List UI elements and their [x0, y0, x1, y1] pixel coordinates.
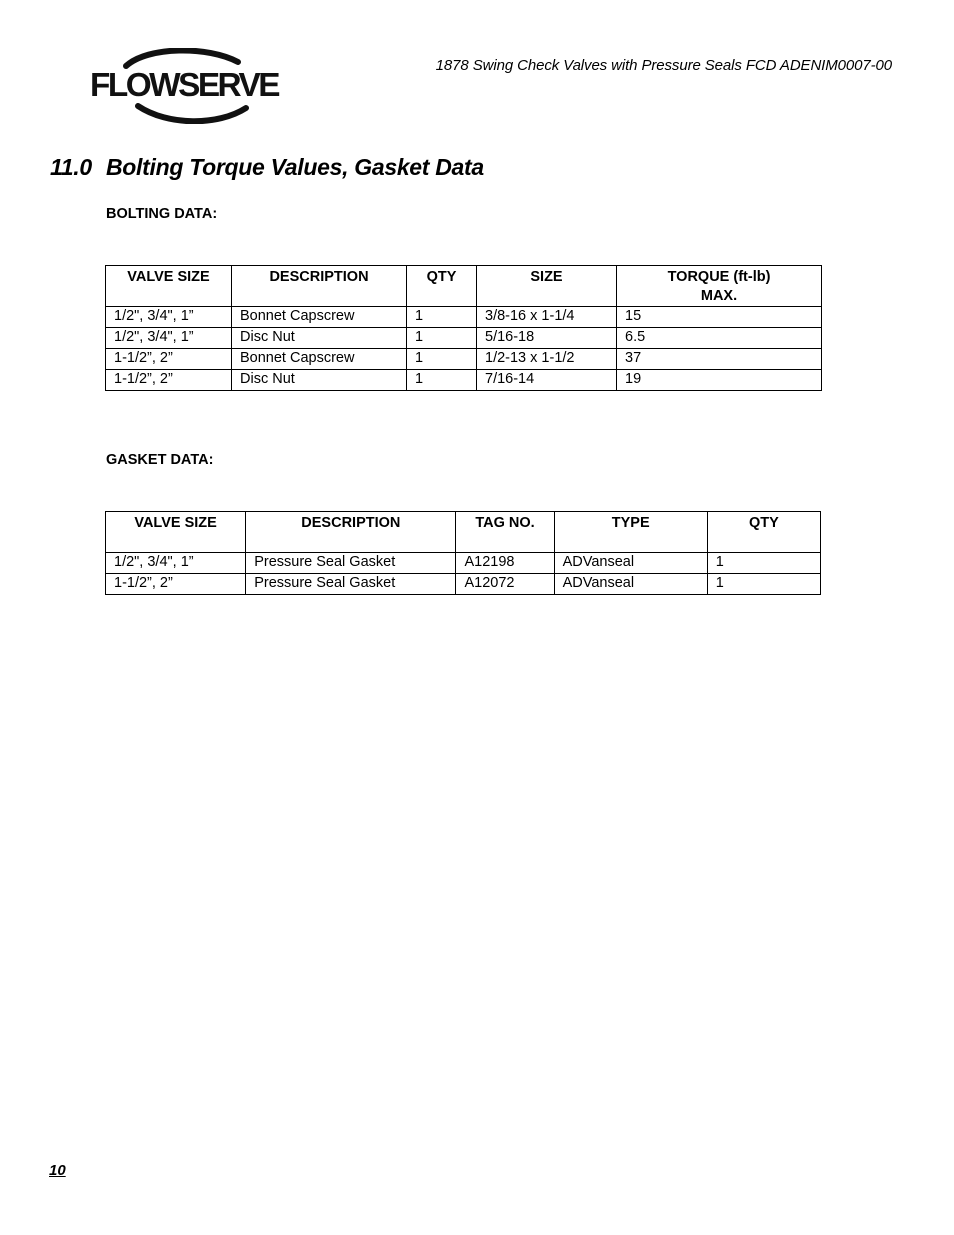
col-header-description: DESCRIPTION: [246, 512, 456, 553]
cell-qty: 1: [407, 328, 477, 349]
cell-qty: 1: [407, 307, 477, 328]
col-header-qty: QTY: [407, 266, 477, 307]
gasket-data-table: [105, 511, 821, 595]
page-number: 10: [49, 1162, 66, 1179]
flowserve-logo: [88, 48, 284, 124]
col-header-tag-no: TAG NO.: [456, 512, 554, 553]
cell-description: Disc Nut: [232, 328, 407, 349]
cell-tag-no: A12072: [456, 574, 554, 595]
cell-size: 7/16-14: [477, 370, 617, 391]
torque-header-line2: MAX.: [700, 288, 738, 304]
cell-type: ADVanseal: [554, 574, 707, 595]
cell-valve-size: 1-1/2”, 2”: [106, 370, 232, 391]
cell-qty: 1: [707, 574, 820, 595]
col-header-qty: QTY: [707, 512, 820, 553]
col-header-type: TYPE: [554, 512, 707, 553]
section-heading: [50, 154, 484, 181]
col-header-size: SIZE: [477, 266, 617, 307]
cell-size: 1/2-13 x 1-1/2: [477, 349, 617, 370]
table-header-row: [106, 512, 821, 553]
cell-torque: 6.5: [617, 328, 822, 349]
table-header-row: [106, 266, 822, 307]
col-header-valve-size: VALVE SIZE: [106, 266, 232, 307]
gasket-data-label: GASKET DATA:: [106, 452, 214, 468]
logo-text: FLOWSERVE: [90, 66, 280, 103]
cell-description: Disc Nut: [232, 370, 407, 391]
cell-valve-size: 1/2", 3/4", 1”: [106, 307, 232, 328]
table-row: [106, 328, 822, 349]
cell-valve-size: 1-1/2”, 2”: [106, 574, 246, 595]
col-header-torque: [617, 266, 822, 307]
cell-description: Pressure Seal Gasket: [246, 553, 456, 574]
cell-qty: 1: [407, 349, 477, 370]
table-row: [106, 553, 821, 574]
cell-valve-size: 1-1/2”, 2”: [106, 349, 232, 370]
table-row: [106, 574, 821, 595]
cell-valve-size: 1/2", 3/4", 1”: [106, 328, 232, 349]
table-row: [106, 307, 822, 328]
col-header-description: DESCRIPTION: [232, 266, 407, 307]
cell-qty: 1: [407, 370, 477, 391]
torque-header-line1: TORQUE (ft-lb): [667, 269, 771, 285]
cell-valve-size: 1/2", 3/4", 1”: [106, 553, 246, 574]
bolting-data-table: [105, 265, 822, 391]
section-number: 11.0: [50, 154, 92, 180]
document-header-title: 1878 Swing Check Valves with Pressure Seals FCD ADENIM0007-00: [435, 57, 892, 74]
table-row: [106, 349, 822, 370]
cell-size: 3/8-16 x 1-1/4: [477, 307, 617, 328]
cell-description: Bonnet Capscrew: [232, 349, 407, 370]
cell-tag-no: A12198: [456, 553, 554, 574]
section-title: Bolting Torque Values, Gasket Data: [106, 154, 484, 180]
cell-description: Bonnet Capscrew: [232, 307, 407, 328]
cell-torque: 19: [617, 370, 822, 391]
cell-torque: 37: [617, 349, 822, 370]
bolting-data-label: BOLTING DATA:: [106, 206, 218, 222]
cell-torque: 15: [617, 307, 822, 328]
cell-type: ADVanseal: [554, 553, 707, 574]
col-header-valve-size: VALVE SIZE: [106, 512, 246, 553]
table-row: [106, 370, 822, 391]
cell-description: Pressure Seal Gasket: [246, 574, 456, 595]
cell-size: 5/16-18: [477, 328, 617, 349]
cell-qty: 1: [707, 553, 820, 574]
